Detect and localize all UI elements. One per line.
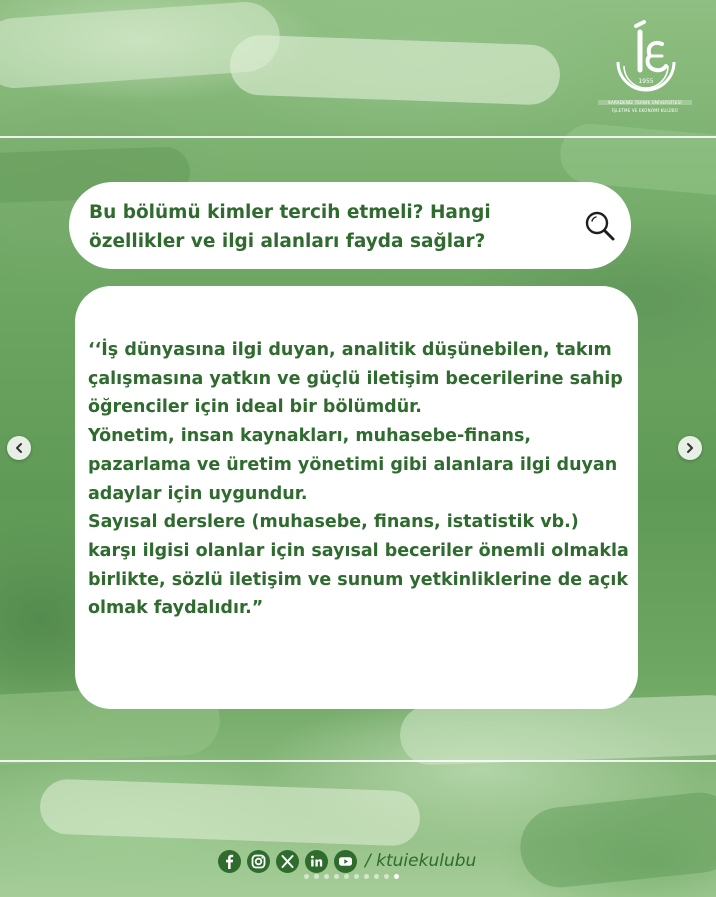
facebook-icon[interactable]: [218, 850, 241, 873]
chevron-left-icon: [13, 442, 25, 454]
question-text: Bu bölümü kimler tercih etmeli? Hangi özellikler ve ilgi alanları fayda sağlar?: [89, 202, 491, 252]
paint-stroke: [39, 778, 421, 846]
carousel-dot[interactable]: [394, 874, 399, 879]
logo-year: 1955: [638, 78, 654, 85]
linkedin-icon[interactable]: [305, 850, 328, 873]
carousel-dot[interactable]: [344, 874, 349, 879]
search-icon: [584, 210, 616, 242]
logo-university-name: KARADENİZ TEKNİK ÜNİVERSİTESİ: [598, 100, 692, 105]
chevron-right-icon: [684, 442, 696, 454]
top-divider-line: [0, 136, 716, 138]
carousel-dot[interactable]: [314, 874, 319, 879]
x-icon[interactable]: [276, 850, 299, 873]
question-panel: [69, 182, 631, 269]
carousel-dot[interactable]: [334, 874, 339, 879]
carousel-dot[interactable]: [304, 874, 309, 879]
carousel-dot[interactable]: [354, 874, 359, 879]
answer-text: ‘‘İş dünyasına ilgi duyan, analitik düşünebilen, takım çalışmasına yatkın ve güçlü iletişim becerilerine sahip öğrenciler için ideal bir bölümdür. Yönetim, insan kaynakları, muhasebe-finans, pazarlama ve üretim yönetimi gibi alanlara ilgi duyan adaylar için uygundur. Sayısal derslere (muhasebe, finans, istatistik vb.) karşı ilgisi olanlar için sayısal beceriler önemli olmakla birlikte, sözlü iletişim ve sunum yetkinliklerine de açık olmak faydalıdır.”: [88, 340, 629, 619]
carousel-dot[interactable]: [364, 874, 369, 879]
social-handle[interactable]: / ktuiekulubu: [365, 851, 477, 871]
bottom-divider-line: [0, 760, 716, 762]
youtube-icon[interactable]: [334, 850, 357, 873]
next-slide-button[interactable]: [678, 436, 702, 460]
previous-slide-button[interactable]: [7, 436, 31, 460]
carousel-dot[interactable]: [384, 874, 389, 879]
social-links: [218, 848, 476, 874]
carousel-dot[interactable]: [324, 874, 329, 879]
carousel-dot[interactable]: [374, 874, 379, 879]
instagram-icon[interactable]: [247, 850, 270, 873]
carousel-indicators: [304, 874, 404, 880]
answer-panel: [75, 286, 638, 709]
logo-club-name: İŞLETME VE EKONOMİ KULÜBÜ: [612, 108, 678, 113]
paint-stroke: [516, 789, 716, 892]
paint-stroke: [229, 34, 561, 105]
